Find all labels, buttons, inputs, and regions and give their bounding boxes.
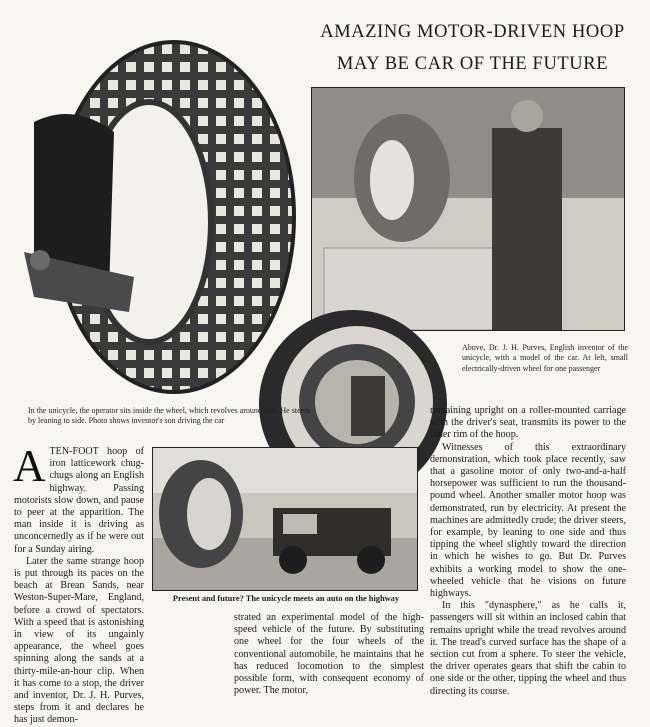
unicycle-auto-photo xyxy=(152,447,418,591)
article-column-2 xyxy=(234,612,424,697)
headline-line-2: MAY BE CAR OF THE FUTURE xyxy=(336,54,609,74)
article-column-3 xyxy=(430,405,626,698)
paragraph-2: Later the same strange hoop is put through its paces on the beach at Brean Sands, near Weston-Super-Mare, England, before a crowd of spectators. With a speed that is astonishing in view of its ungainly appearance, the wheel goes spinning along the sands at a thirty-mile-an-hour clip. When it has come to a stop, the driver and inventor, Dr. J. H. Purves, steps from it and declares he has just demon- xyxy=(14,555,144,726)
article-column-1 xyxy=(13,441,144,727)
caption-present-future: Present and future? The unicycle meets an auto on the highway xyxy=(172,594,400,603)
purves-model-photo xyxy=(311,87,625,331)
paragraph-4: remaining upright on a roller-mounted carriage with the driver's seat, transmits its power to the inner rim of the hoop. xyxy=(430,405,626,441)
paragraph-3: strated an experimental model of the high-speed vehicle of the future. By substituting one wheel for the four wheels of the conventional automobile, he maintains that he has reduced locomotion to the simplest possible form, with consequent economy of power. The motor, xyxy=(234,612,424,697)
headline xyxy=(300,16,645,80)
drop-cap: A xyxy=(13,441,46,491)
headline-line-1: AMAZING MOTOR-DRIVEN HOOP xyxy=(320,22,625,42)
paragraph-6: In this "dynasphere," as he calls it, passengers will sit within an inclosed cabin that remains upright while the tread revolves around it. The tread's curved surface has the shape of a section cut from a sphere. To steer the vehicle, the driver operates gears that shift the cabin to one side or the other, tipping the wheel and thus directing its course. xyxy=(430,600,626,697)
caption-purves: Above, Dr. J. H. Purves, English inventor of the unicycle, with a model of the car. At left, small electrically-driven wheel for one passenger xyxy=(462,343,628,373)
caption-unicycle: In the unicycle, the operator sits inside the wheel, which revolves around him. He steers by leaning to side. Photo shows inventor's son driving the car xyxy=(28,406,310,426)
paragraph-5: Witnesses of this extraordinary demonstration, which took place recently, saw that a gasoline motor of only two-and-a-half horsepower was sufficient to run the thousand-pound wheel. Another smaller motor hoop was demonstrated, run by electricity. At present the machines are admittedly crude; the driver steers, for example, by leaning to one side and thus tipping the wheel slightly toward the direction in which he wishes to go. But Dr. Purves exhibits a working model to show the one-wheeled vehicle that he visions on future highways. xyxy=(430,441,626,600)
paragraph-1: TEN-FOOT hoop of iron latticework chug-chugs along an English highway. Passing motorists slow down, and pause to peer at the apparition. The man inside it is driving as unconcernedly as if he were out for a Sunday airing. xyxy=(14,446,144,555)
